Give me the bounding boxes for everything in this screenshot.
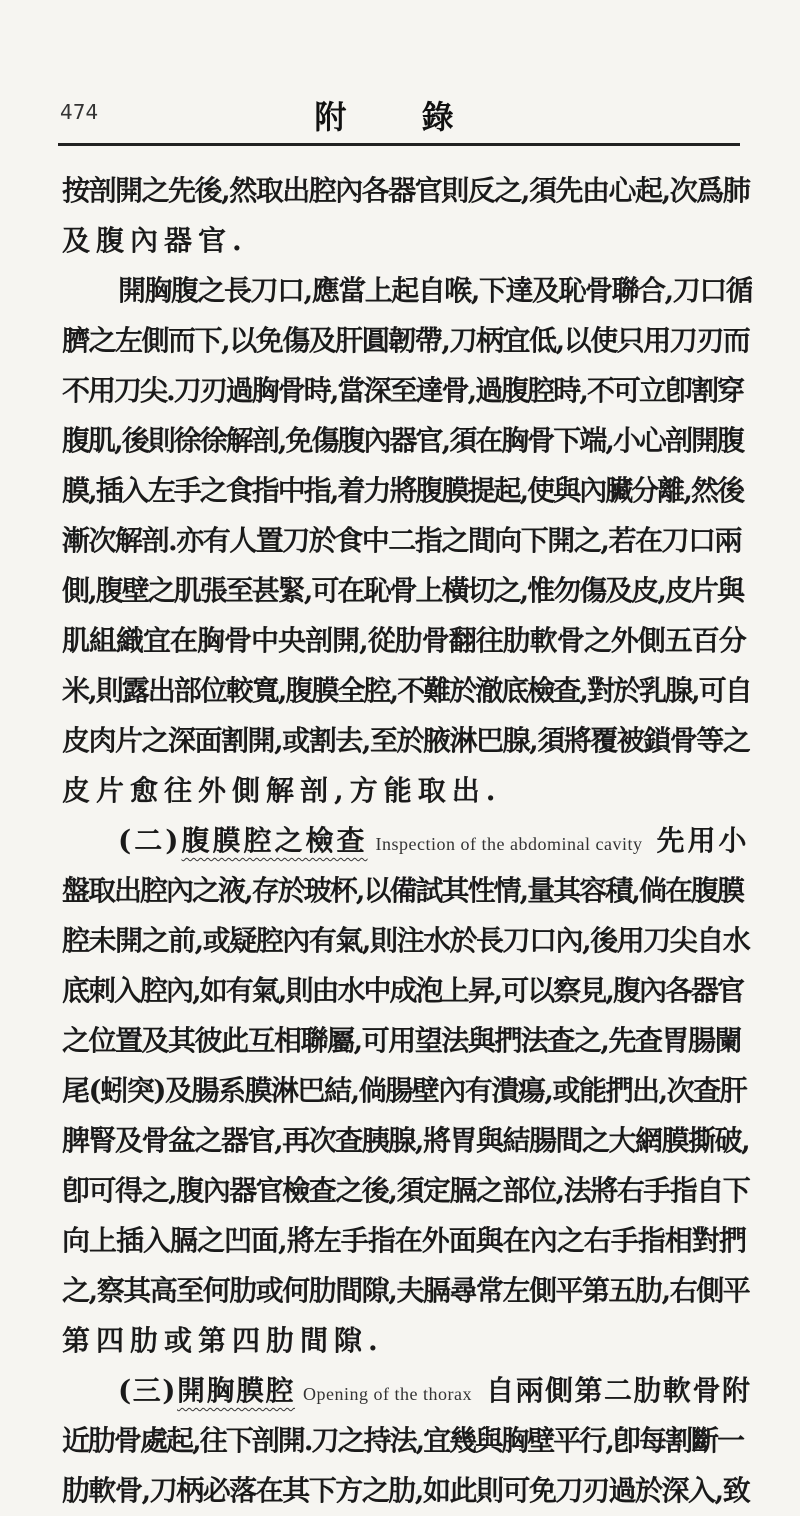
text-line: 第四肋或第四肋間隙. <box>62 1324 384 1357</box>
text-line: 皮片愈往外側解剖,方能取出. <box>62 774 502 807</box>
text-line: 之位置及其彼此互相聯屬,可用望法與捫法查之,先查胃腸闌 <box>62 1024 741 1057</box>
text-line: 開胸腹之長刀口,應當上起自喉,下達及恥骨聯合,刀口循 <box>118 274 752 307</box>
header-rule <box>58 143 740 146</box>
body-text <box>62 166 752 1516</box>
page-number: 474 <box>60 100 99 124</box>
text-line: 不用刀尖.刀刃過胸骨時,當深至達骨,過腹腔時,不可立卽割穿 <box>62 374 743 407</box>
text-line: 肋軟骨,刀柄必落在其下方之肋,如此則可免刀刃過於深入,致 <box>62 1474 750 1507</box>
text-line: 卽可得之,腹內器官檢查之後,須定膈之部位,法將右手指自下 <box>62 1174 750 1207</box>
text-line: 脾腎及骨盆之器官,再次查胰腺,將胃與結腸間之大網膜撕破, <box>62 1124 750 1157</box>
text-line: 腹肌,後則徐徐解剖,免傷腹內器官,須在胸骨下端,小心剖開腹 <box>62 424 743 457</box>
text-line: 肌組織宜在胸骨中央剖開,從肋骨翻往肋軟骨之外側五百分 <box>62 624 746 657</box>
text-line: 底刺入腔內,如有氣,則由水中成泡上昇,可以察見,腹內各器官 <box>62 974 743 1007</box>
section-number: (二) <box>118 824 182 857</box>
text-line: 漸次解剖.亦有人置刀於食中二指之間向下開之,若在刀口兩 <box>62 524 741 557</box>
section-lead-text: 先用小 <box>656 824 750 857</box>
section-title: 開胸膜腔 <box>177 1374 296 1407</box>
section-lead-text: 自兩側第二肋軟骨附 <box>485 1374 752 1407</box>
text-line: 側,腹壁之肌張至甚緊,可在恥骨上橫切之,惟勿傷及皮,皮片與 <box>62 574 743 607</box>
text-line: 膜,插入左手之食指中指,着力將腹膜提起,使與內臟分離,然後 <box>62 474 743 507</box>
text-line: 按剖開之先後,然取出腔內各器官則反之,須先由心起,次爲肺 <box>62 174 750 207</box>
text-line: 尾(蚓突)及腸系膜淋巴結,倘腸壁內有潰瘍,或能捫出,次查肝 <box>62 1074 747 1107</box>
text-line: 皮肉片之深面割開,或割去,至於腋淋巴腺,須將覆被鎖骨等之 <box>62 724 750 757</box>
text-line: 及腹內器官. <box>62 224 248 257</box>
text-line: 米,則露出部位較寬,腹膜全腔,不難於澈底檢查,對於乳腺,可自 <box>62 674 751 707</box>
text-line: 之,察其高至何肋或何肋間隙,夫膈尋常左側平第五肋,右側平 <box>62 1274 750 1307</box>
section-heading-2 <box>62 816 752 866</box>
section-number: (三) <box>118 1374 177 1407</box>
text-line: 盤取出腔內之液,存於玻杯,以備試其性情,量其容積,倘在腹膜 <box>62 874 743 907</box>
section-heading-3 <box>62 1366 752 1416</box>
section-title-english: Inspection of the abdominal cavity <box>375 834 643 854</box>
text-line: 近肋骨處起,往下剖開.刀之持法,宜幾與胸壁平行,卽每割斷一 <box>62 1424 743 1457</box>
page-header <box>60 92 740 136</box>
running-head: 附 錄 <box>314 98 486 136</box>
text-line: 腔未開之前,或疑腔內有氣,則注水於長刀口內,後用刀尖自水 <box>62 924 750 957</box>
section-title-english: Opening of the thorax <box>303 1384 472 1404</box>
text-line: 向上插入膈之凹面,將左手指在外面與在內之右手指相對捫 <box>62 1224 746 1257</box>
section-title: 腹膜腔之檢查 <box>181 824 368 857</box>
text-line: 臍之左側而下,以免傷及肝圓韌帶,刀柄宜低,以使只用刀刃而 <box>62 324 750 357</box>
